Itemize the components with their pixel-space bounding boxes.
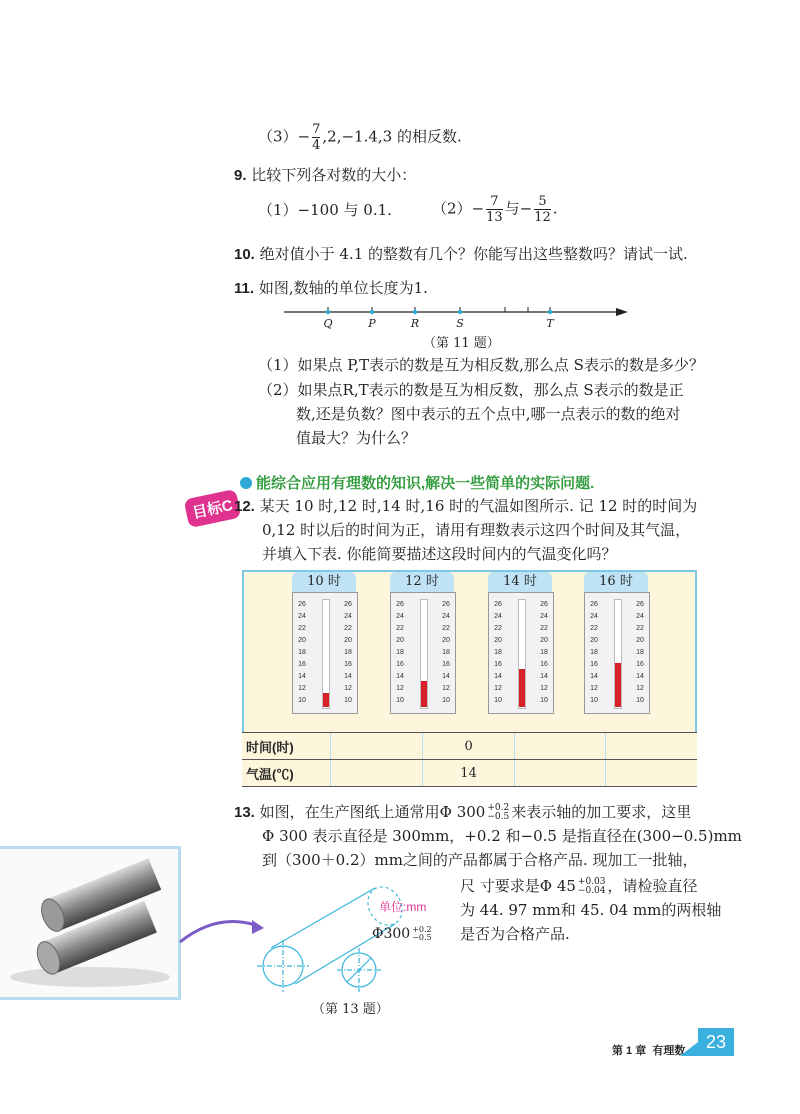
q13-line1: 13. 如图，在生产图纸上通常用Φ 300 +0.2 −0.5 来表示轴的加工要求，这里 — [234, 803, 692, 822]
point-s-label: S — [456, 317, 464, 330]
q13-caption: （第 13 题） — [312, 1002, 389, 1017]
q13-line5: 为 44. 97 mm和 45. 04 mm的两根轴 — [460, 901, 722, 919]
page-number: 23 — [698, 1028, 734, 1056]
unit-label: 单位:mm — [379, 900, 427, 914]
table-cell: 14 — [422, 760, 514, 787]
thermometer-icon — [390, 592, 456, 714]
time-label: 10 时 — [292, 572, 356, 592]
table-cell[interactable] — [330, 733, 422, 760]
thermometer-12 — [390, 572, 456, 714]
shafts-photo — [0, 846, 181, 1000]
thermometer-panel — [242, 570, 697, 734]
tolerance: +0.2 −0.5 — [412, 925, 432, 942]
footer-arrow-icon — [680, 1040, 700, 1058]
scale-right: 26 24 22 20 18 16 14 12 10 — [442, 601, 450, 704]
time-label: 14 时 — [488, 572, 552, 592]
table-cell[interactable] — [330, 760, 422, 787]
q12-line2: 0,12 时以后的时间为正，请用有理数表示这四个时间及其气温， — [262, 521, 691, 539]
q12-line3: 并填入下表. 你能简要描述这段时间内的气温变化吗？ — [262, 545, 617, 563]
tolerance: +0.03 −0.04 — [577, 877, 606, 896]
mercury-column — [323, 693, 329, 707]
q11-part1: （1）如果点 P,T表示的数是互为相反数,那么点 S表示的数是多少？ — [258, 356, 704, 374]
table-cell[interactable] — [605, 760, 697, 787]
thermometer-icon — [292, 592, 358, 714]
scale-right: 26 24 22 20 18 16 14 12 10 — [636, 601, 644, 704]
scale-right: 26 24 22 20 18 16 14 12 10 — [344, 601, 352, 704]
scale-left: 26 24 22 20 18 16 14 12 10 — [298, 601, 306, 704]
table-row — [242, 760, 697, 787]
number-line — [280, 302, 630, 332]
mercury-column — [615, 663, 621, 707]
thermometer-icon — [584, 592, 650, 714]
table-cell[interactable] — [605, 733, 697, 760]
q11-caption: （第 11 题） — [423, 336, 500, 351]
fraction: $\frac{5}{12}$ — [534, 194, 551, 225]
row-label: 时间(时) — [242, 733, 330, 760]
goal-line: 能综合应用有理数的知识,解决一些简单的实际问题. — [240, 472, 594, 493]
point-p-label: P — [368, 317, 376, 330]
q11-part2-line1: （2）如果点R,T表示的数是互为相反数，那么点 S表示的数是正 — [258, 381, 684, 399]
mercury-column — [421, 681, 427, 707]
goal-badge: 目标C — [184, 489, 242, 528]
fraction: $\frac{7}{4}$ — [312, 122, 321, 153]
q9-part1: （1）−100 与 0.1. — [258, 201, 392, 219]
q10: 10. 绝对值小于 4.1 的整数有几个？你能写出这些整数吗？请试一试. — [234, 245, 688, 263]
q9-stem: 9. 比较下列各对数的大小： — [234, 166, 417, 184]
q13-line6: 是否为合格产品. — [460, 925, 570, 943]
q13-line3: 到（300＋0.2）mm之间的产品都属于合格产品. 现加工一批轴， — [262, 851, 698, 869]
scale-left: 26 24 22 20 18 16 14 12 10 — [590, 601, 598, 704]
fraction: $\frac{7}{13}$ — [486, 194, 503, 225]
time-temp-table — [242, 732, 697, 787]
q9-part2: （2）− $\frac{7}{13}$ 与− $\frac{5}{12}$ . — [432, 194, 558, 225]
q11-part2-line2: 数,还是负数？图中表示的五个点中,哪一点表示的数的绝对 — [296, 405, 681, 423]
q12-line1: 12. 某天 10 时,12 时,14 时,16 时的气温如图所示. 记 12 时的时间为 — [234, 497, 698, 515]
table-row — [242, 733, 697, 760]
goal-bullet-icon — [240, 477, 252, 489]
thermometer-16 — [584, 572, 650, 714]
q13-line2: Φ 300 表示直径是 300mm，+0.2 和−0.5 是指直径在(300−0.5)mm — [262, 827, 742, 845]
q11-stem: 11. 如图,数轴的单位长度为1. — [234, 279, 428, 297]
time-label: 12 时 — [390, 572, 454, 592]
scale-right: 26 24 22 20 18 16 14 12 10 — [540, 601, 548, 704]
thermometer-icon — [488, 592, 554, 714]
footer-chapter: 第 1 章 有理数 — [612, 1045, 686, 1057]
q13-line4: 尺 寸要求是Φ 45 +0.03 −0.04 ，请检验直径 — [460, 877, 698, 896]
shafts-illustration — [0, 849, 175, 997]
row-label: 气温(℃) — [242, 760, 330, 787]
thermometer-14 — [488, 572, 554, 714]
tolerance: +0.2 −0.5 — [487, 803, 510, 822]
thermometer-10 — [292, 572, 358, 714]
table-cell[interactable] — [515, 733, 605, 760]
table-cell[interactable] — [515, 760, 605, 787]
mercury-column — [519, 669, 525, 707]
scale-left: 26 24 22 20 18 16 14 12 10 — [494, 601, 502, 704]
point-r-label: R — [410, 317, 420, 330]
dimension-label: Φ300 +0.2 −0.5 — [372, 925, 432, 942]
q11-part2-line3: 值最大？为什么？ — [296, 429, 417, 447]
q8-part3: （3）− $\frac{7}{4}$ ,2,−1.4,3 的相反数. — [258, 122, 462, 153]
scale-left: 26 24 22 20 18 16 14 12 10 — [396, 601, 404, 704]
time-label: 16 时 — [584, 572, 648, 592]
table-cell: 0 — [422, 733, 514, 760]
point-t-label: T — [546, 317, 554, 330]
point-q-label: Q — [323, 317, 333, 330]
